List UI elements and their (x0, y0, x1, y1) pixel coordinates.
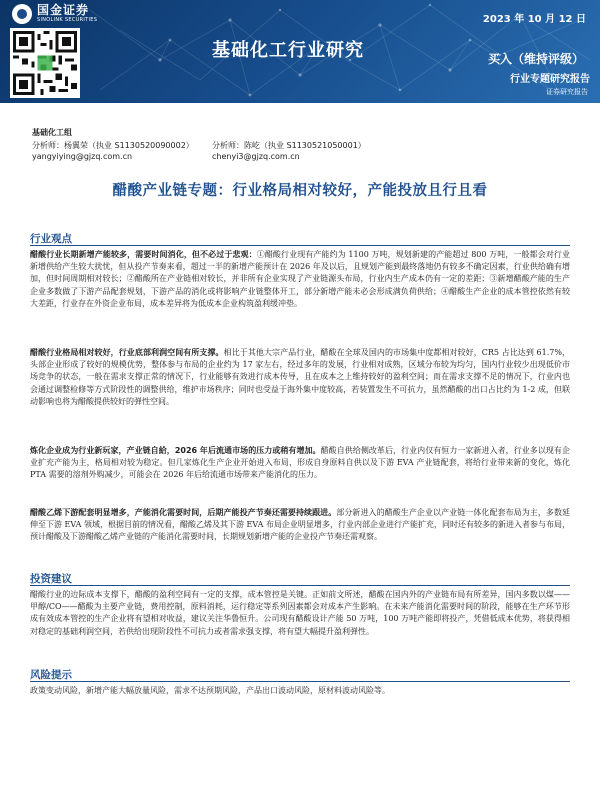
report-type: 行业专题研究报告 (510, 74, 590, 85)
paragraph-2-lead: 醋酸行业格局相对较好，行业底部利润空间有所支撑。 (30, 348, 224, 357)
paragraph-4 (30, 507, 570, 544)
paragraph-4-lead: 醋酸乙烯下游配套明显增多，产能消化需要时间，后期产能投产节奏还需要持续跟进。 (30, 508, 337, 517)
section-heading-risk: 风险提示 (30, 669, 72, 681)
rating: 买入（维持评级） (487, 52, 584, 66)
section-heading-advice: 投资建议 (30, 573, 72, 585)
paragraph-2-body: 相比于其他大宗产品行业，醋酸在全球及国内的市场集中度都相对较好，CR5 占比达到 61.7%，头部企业形成了较好的规模优势，整体参与布局的企业约为 17 家左右，经过多年的发展，行业相对成熟，区域分布较为均匀，国内行业较少出现低价市场竞争的状态，一般在需求支撑正常的情况下，行业能够有效进行成本传导，且在成本之上维持较好的盈利空间；而在需求支撑不足的情况下，行业内也会通过调整检修等方式阶段性的调整供给，维护市场秩序；同时也受益于海外集中度较高，若装置发生不可抗力，虽然醋酸的出口占比约为 1-2 成，但联动影响也将为醋酸提供较好的弹性空间。 (30, 348, 570, 406)
section-heading-view: 行业观点 (30, 233, 72, 245)
report-dept: 证券研究报告 (546, 88, 588, 96)
qr-code-icon (10, 28, 80, 98)
section-divider (30, 681, 570, 682)
paragraph-3-body: 醋酸自供给侧改革后，行业内仅有恒力一家新进入者，行业多以现有企业扩充产能为主，格局相对较为稳定。但几家炼化生产企业开始进入布局，形成自身原料自供以及下游 EVA 产业链配套，将给行业带来新的变化，炼化 PTA 需要的溶剂外购减少，可能会在 2026 年后给流通市场带来产能消化的压力。 (30, 446, 570, 480)
section-divider (30, 585, 570, 586)
header-banner (0, 0, 600, 103)
paragraph-3-lead: 炼化企业成为行业新玩家，产业链自給，2026 年后流通市场的压力或稍有增加。 (30, 446, 321, 455)
paragraph-2 (30, 347, 570, 408)
company-logo (12, 4, 97, 24)
logo-en: SINOLINK SECURITIES (37, 17, 98, 23)
paragraph-1-body: ①醋酸行业现有产能约为 1100 万吨，规划新建的产能超过 800 万吨，一般都会对行业新增供给产生较大扰忧，但从投产节奏来看，超过一半的新增产能预计在 2026 年及以后，且规划产能到最终落地仍有较多不确定因素，行业供给确有增加，但时间周期相对较长；②醋酸所在产业链相对较长，并非所有企业实现了产业链源头布局，行业内生产成本仍有一定的差距；③新增醋酸产能的生产企业多数做了下游产品配套规划，下游产品的消化或将影响产业链整体开工，部分新增产能未必会形成满负荷供给；④醋酸生产企业的成本管控依然有较大差距，行业存在外资企业布局，成本差异将为低成本企业构筑盈利缓冲垫。 (30, 250, 570, 308)
paragraph-4-body: 部分新进入的醋酸生产企业以产业链一体化配套布局为主，多数延伸至下游 EVA 领域，根据目前的情况看，醋酸乙烯及其下游 EVA 布局企业明显增多，行业内部企业进行产能扩充，同时还有较多的新进入者参与布局，预计醋酸及下游醋酸乙烯产业链的产能消化需要时间，长期规划新增产能的企业投产节奏还需观察。 (30, 508, 571, 542)
analyst-2-email[interactable]: chenyi3@gjzq.com.cn (212, 152, 300, 161)
logo-cn: 国金证券 (37, 3, 90, 17)
research-group: 基础化工组 (32, 128, 72, 137)
analyst-1-email[interactable]: yangyiying@gjzq.com.cn (32, 152, 133, 161)
advice-paragraph: 醋酸行业的边际成本支撑下，醋酸的盈利空间有一定的支撑，成本管控是关键。正如前文所述，醋酸在国内外的产业链布局有所差异，国内多数以煤——甲醇/CO——醋酸为主要产业链，费用控制，原料消耗，运行稳定等系列因素都会对成本产生影响。在未来产能消化需要时间的阶段，能够在生产环节形成有效成本管控的生产企业将有望相对收益，建议关注华鲁恒升。公司现有醋酸设计产能 50 万吨，100 万吨产能即将投产，凭借低成本优势，将获得相对稳定的基础利润空间，若供给出现阶段性不可抗力或者需求强支撑，将有望大幅提升盈利弹性。 (30, 590, 570, 636)
section-divider (30, 245, 570, 246)
report-date: 2023 年 10 月 12 日 (482, 14, 586, 25)
industry-name: 基础化工行业研究 (212, 40, 364, 61)
analyst-1: 分析师：杨翼荣（执业 S1130520090002） (32, 141, 194, 150)
paragraph-1 (30, 249, 570, 310)
paragraph-1-lead: 醋酸行业长期新增产能较多，需要时间消化，但不必过于悲观： (30, 250, 257, 259)
analyst-2: 分析师：陈屹（执业 S1130521050001） (212, 141, 366, 150)
report-title: 醋酸产业链专题：行业格局相对较好，产能投放且行且看 (112, 183, 488, 199)
paragraph-3 (30, 445, 570, 482)
risk-paragraph: 政策变动风险，新增产能大幅放量风险，需求不达预期风险，产品出口波动风险，原材料波动风险等。 (30, 686, 390, 695)
logo-icon (12, 4, 32, 24)
